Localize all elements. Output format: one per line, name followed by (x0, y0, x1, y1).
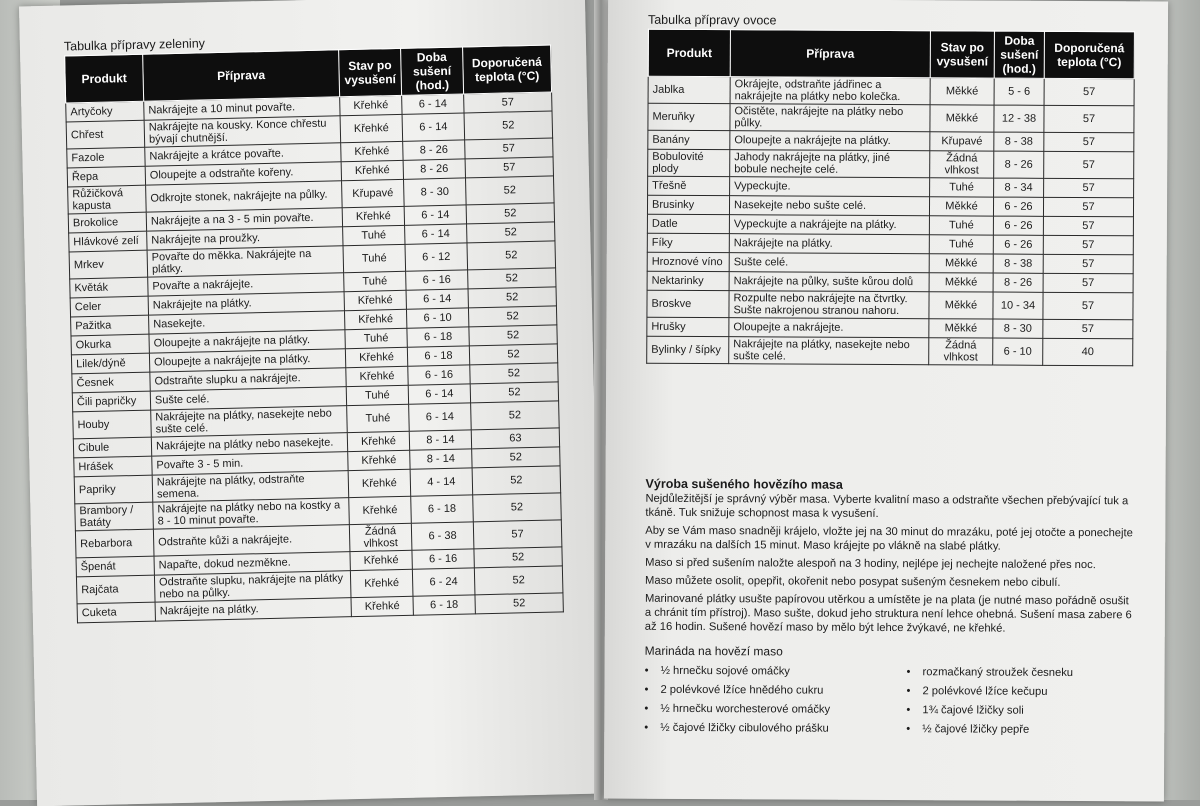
jerky-paragraph: Nejdůležitější je správný výběr masa. Vyberte kvalitní maso a odstraňte všechen přebývající tuk a tkáně. Tuk snižuje schopnost masa k vysušení. (645, 492, 1129, 520)
time-cell: 6 - 14 (402, 94, 464, 114)
product-cell: Celer (70, 296, 148, 317)
fruit-header-4: Doporučená teplota (°C) (1044, 31, 1134, 78)
time-cell: 8 - 26 (403, 159, 465, 179)
state-cell: Křehké (346, 366, 408, 386)
preparation-cell: Rozpulte nebo nakrájejte na čtvrtky. Sušte nakrojenou stranou nahoru. (729, 291, 929, 319)
temperature-cell: 52 (464, 111, 553, 140)
preparation-cell: Sušte celé. (150, 387, 346, 410)
time-cell: 6 - 14 (402, 113, 465, 141)
time-cell: 8 - 34 (994, 178, 1044, 197)
preparation-cell: Odkrojte stonek, nakrájejte na půlky. (146, 181, 343, 212)
state-cell: Křehké (344, 290, 406, 310)
jerky-paragraph: Marinované plátky usušte papírovou utěrkou a umístěte je na plata (je nutné maso pořádně osušit a chránit tím přístroj). Maso sušte, dokud jeho struktura není lehce ohebná. Sušení masa zabere 6 až 16 hodin. Sušené hovězí maso by mělo být lehce žvýkavé, ne křehké. (644, 592, 1132, 635)
time-cell: 12 - 38 (994, 105, 1044, 132)
ingredient-item: • 2 polévkové lžíce kečupu (906, 682, 1073, 702)
state-cell: Křehké (348, 469, 411, 497)
preparation-cell: Nakrájejte na půlky, sušte kůrou dolů (729, 272, 929, 292)
preparation-cell: Nasekejte nebo sušte celé. (729, 196, 929, 216)
state-cell: Tuhé (930, 178, 994, 197)
preparation-cell: Oloupejte a nakrájejte na plátky. (149, 349, 345, 372)
preparation-cell: Nakrájejte na kousky. Konce chřestu bývají chutnější. (144, 116, 341, 147)
temperature-cell: 57 (1043, 235, 1133, 254)
temperature-cell: 52 (471, 401, 560, 430)
state-cell: Tuhé (343, 225, 405, 245)
state-cell: Křehké (349, 496, 412, 524)
preparation-cell: Nakrájejte a krátce povařte. (145, 143, 341, 166)
state-cell: Tuhé (346, 385, 408, 405)
temperature-cell: 52 (468, 268, 556, 289)
preparation-cell: Sušte celé. (729, 253, 929, 273)
state-cell: Křehké (347, 431, 409, 451)
temperature-cell: 63 (471, 428, 559, 449)
vegetable-table (64, 44, 564, 623)
state-cell: Měkké (929, 273, 993, 292)
time-cell: 5 - 6 (994, 78, 1044, 105)
product-cell: Cibule (73, 437, 151, 458)
table-row (647, 271, 1133, 293)
product-cell: Banány (648, 130, 730, 149)
preparation-cell: Očistěte, nakrájejte na plátky nebo půlky. (730, 104, 930, 132)
product-cell: Brambory / Batáty (75, 502, 154, 531)
product-cell: Hroznové víno (647, 252, 729, 271)
table-row (647, 290, 1133, 320)
product-cell: Pažitka (71, 315, 149, 336)
fruit-table-body (647, 76, 1134, 366)
preparation-cell: Nakrájejte na plátky, nasekejte nebo sušte celé. (729, 337, 929, 365)
preparation-cell: Oloupejte a nakrájejte na plátky. (730, 131, 930, 151)
temperature-cell: 52 (466, 176, 555, 205)
state-cell: Křehké (340, 114, 403, 142)
table-row (647, 252, 1133, 274)
temperature-cell: 52 (474, 566, 563, 595)
time-cell: 6 - 26 (993, 235, 1043, 254)
right-page (604, 0, 1168, 801)
temperature-cell: 57 (465, 157, 553, 178)
time-cell: 8 - 26 (994, 151, 1044, 178)
temperature-cell: 52 (468, 287, 556, 308)
preparation-cell: Nakrájejte na plátky nebo na kostky a 8 - 10 minut povařte. (153, 498, 350, 529)
jerky-section (644, 477, 1135, 741)
temperature-cell: 57 (1044, 78, 1134, 105)
product-cell: Třešně (648, 176, 730, 195)
temperature-cell: 52 (475, 593, 563, 614)
time-cell: 6 - 14 (405, 224, 467, 244)
table-row (648, 149, 1134, 179)
ingredient-item: • ½ čajové lžičky cibulového prášku (644, 719, 906, 739)
temperature-cell: 52 (470, 363, 558, 384)
time-cell: 8 - 38 (994, 132, 1044, 151)
state-cell: Křehké (342, 206, 404, 226)
ingredient-item: • 1¾ čajové lžičky soli (906, 701, 1073, 721)
fruit-header-1: Příprava (730, 30, 930, 78)
product-cell: Datle (647, 214, 729, 233)
product-cell: Chřest (66, 120, 145, 149)
time-cell: 10 - 34 (993, 292, 1043, 319)
state-cell: Křupavé (342, 179, 405, 207)
product-cell: Růžičková kapusta (68, 185, 147, 214)
vegetables-header-0: Produkt (65, 54, 144, 103)
preparation-cell: Nakrájejte na plátky, nasekejte nebo sušte celé. (151, 406, 348, 437)
ingredient-lists (644, 662, 1134, 741)
time-cell: 6 - 26 (993, 197, 1043, 216)
preparation-cell: Nakrájejte na plátky nebo nasekejte. (151, 433, 347, 456)
fruit-header-3: Doba sušení (hod.) (994, 31, 1044, 78)
ingredient-item: • 2 polévkové lžíce hnědého cukru (644, 681, 906, 701)
state-cell: Křehké (348, 450, 410, 470)
temperature-cell: 52 (468, 306, 556, 327)
state-cell: Křehké (350, 550, 412, 570)
temperature-cell: 57 (1043, 319, 1133, 338)
table-row (647, 195, 1133, 217)
left-page (19, 0, 603, 806)
preparation-cell: Odstraňte slupku, nakrájejte na plátky nebo na půlky. (154, 571, 351, 602)
vegetables-header-2: Stav po vysušení (339, 48, 402, 96)
temperature-cell: 52 (466, 203, 554, 224)
vegetables-header-3: Doba sušení (hod.) (401, 47, 464, 95)
ingredient-item: • ½ hrnečku sojové omáčky (645, 662, 907, 682)
fruit-header-2: Stav po vysušení (930, 31, 994, 78)
temperature-cell: 52 (469, 325, 557, 346)
time-cell: 6 - 24 (412, 568, 475, 596)
product-cell: Česnek (72, 372, 150, 393)
preparation-cell: Napařte, dokud nezměkne. (154, 552, 350, 575)
time-cell: 8 - 38 (993, 254, 1043, 273)
time-cell: 6 - 14 (409, 403, 472, 431)
product-cell: Špenát (76, 556, 154, 577)
temperature-cell: 40 (1043, 338, 1133, 365)
temperature-cell: 57 (1043, 197, 1133, 216)
preparation-cell: Vypeckujte. (730, 177, 930, 197)
state-cell: Měkké (930, 105, 994, 132)
jerky-paragraph: Aby se Vám maso snadněji krájelo, vložte jej na 30 minut do mrazáku, poté jej otočte a ponechejte v mrazáku na dalších 15 minut. Maso krájejte po vlákně na slabé plátky. (645, 524, 1133, 553)
time-cell: 8 - 26 (403, 140, 465, 160)
product-cell: Fíky (647, 233, 729, 252)
time-cell: 6 - 16 (406, 270, 468, 290)
product-cell: Jablka (648, 76, 730, 103)
temperature-cell: 57 (1043, 216, 1133, 235)
product-cell: Brokolice (68, 212, 146, 233)
temperature-cell: 57 (1043, 292, 1133, 319)
product-cell: Hlávkové zelí (69, 231, 147, 252)
preparation-cell: Nakrájejte na plátky. (729, 234, 929, 254)
vegetables-header-1: Příprava (143, 50, 340, 101)
table-row (648, 176, 1134, 198)
temperature-cell: 57 (1044, 132, 1134, 151)
state-cell: Tuhé (929, 235, 993, 254)
jerky-paragraph: Maso si před sušením naložte alespoň na 3 hodiny, nejlépe jej nechejte naložené přes noc. (645, 556, 1096, 572)
product-cell: Fazole (67, 147, 145, 168)
state-cell: Měkké (929, 292, 993, 319)
ingredient-item: • rozmačkaný stroužek česneku (907, 663, 1074, 683)
vegetable-table-body (66, 92, 564, 623)
preparation-cell: Odstraňte slupku a nakrájejte. (150, 368, 346, 391)
preparation-cell: Vypeckujte a nakrájejte na plátky. (729, 215, 929, 235)
fruit-section (646, 13, 1135, 367)
state-cell: Tuhé (345, 328, 407, 348)
time-cell: 6 - 18 (411, 495, 474, 523)
time-cell: 8 - 30 (404, 178, 467, 206)
ingredient-item: • ½ čajové lžičky pepře (906, 720, 1073, 740)
state-cell: Křehké (351, 596, 413, 616)
vegetables-header-4: Doporučená teplota (°C) (463, 45, 552, 94)
ingredient-list-2 (906, 663, 1073, 740)
time-cell: 6 - 18 (407, 346, 469, 366)
state-cell: Měkké (929, 319, 993, 338)
temperature-cell: 52 (472, 466, 561, 495)
time-cell: 6 - 10 (406, 308, 468, 328)
product-cell: Cuketa (77, 602, 155, 623)
temperature-cell: 52 (469, 344, 557, 365)
preparation-cell: Nakrájejte a 10 minut povařte. (144, 97, 340, 120)
temperature-cell: 57 (1043, 273, 1133, 292)
fruit-header-0: Produkt (648, 29, 730, 76)
state-cell: Měkké (929, 197, 993, 216)
preparation-cell: Povařte a nakrájejte. (148, 273, 344, 296)
preparation-cell: Oloupejte a nakrájejte. (729, 318, 929, 338)
product-cell: Artyčoky (66, 101, 144, 122)
state-cell: Křehké (340, 95, 402, 115)
product-cell: Řepa (67, 166, 145, 187)
fruit-table-title: Tabulka přípravy ovoce (647, 12, 777, 28)
table-row (648, 76, 1134, 106)
state-cell: Tuhé (929, 216, 993, 235)
temperature-cell: 52 (467, 222, 555, 243)
preparation-cell: Jahody nakrájejte na plátky, jiné bobule nechejte celé. (730, 150, 930, 178)
product-cell: Lilek/dýně (71, 353, 149, 374)
preparation-cell: Nakrájejte na proužky. (147, 227, 343, 250)
product-cell: Bobulovité plody (648, 149, 730, 176)
temperature-cell: 57 (1043, 254, 1133, 273)
ingredient-item: • ½ hrnečku worchesterové omáčky (644, 700, 906, 720)
state-cell: Křupavé (930, 132, 994, 151)
ingredient-list-1 (644, 662, 906, 739)
fruit-table (646, 29, 1135, 367)
preparation-cell: Oloupejte a nakrájejte na plátky. (149, 330, 345, 353)
state-cell: Měkké (929, 254, 993, 273)
state-cell: Měkké (930, 78, 994, 105)
table-row (647, 317, 1133, 339)
state-cell: Křehké (350, 569, 413, 597)
jerky-paragraphs (645, 492, 1136, 637)
time-cell: 6 - 18 (413, 595, 475, 615)
preparation-cell: Povařte 3 - 5 min. (152, 452, 348, 475)
product-cell: Květák (70, 277, 148, 298)
state-cell: Tuhé (344, 271, 406, 291)
preparation-cell: Povařte do měkka. Nakrájejte na plátky. (147, 246, 344, 277)
time-cell: 6 - 14 (404, 205, 466, 225)
time-cell: 8 - 30 (993, 319, 1043, 338)
jerky-heading: Výroba sušeného hovězího masa (645, 476, 843, 492)
table-row (648, 130, 1134, 152)
preparation-cell: Nakrájejte na plátky. (148, 292, 344, 315)
time-cell: 8 - 26 (993, 273, 1043, 292)
temperature-cell: 57 (464, 92, 552, 113)
product-cell: Rajčata (76, 575, 155, 604)
product-cell: Mrkev (69, 250, 148, 279)
product-cell: Houby (73, 410, 152, 439)
temperature-cell: 57 (465, 138, 553, 159)
temperature-cell: 52 (474, 547, 562, 568)
time-cell: 4 - 14 (410, 468, 473, 496)
preparation-cell: Nakrájejte na plátky, odstraňte semena. (152, 471, 349, 502)
table-row (648, 103, 1134, 133)
temperature-cell: 57 (473, 520, 562, 549)
jerky-paragraph: Maso můžete osolit, opepřit, okořenit nebo posypat sušeným česnekem nebo cibulí. (645, 574, 1061, 589)
state-cell: Žádná vlhkost (930, 151, 994, 178)
product-cell: Broskve (647, 290, 729, 317)
vegetable-section (64, 28, 564, 623)
time-cell: 8 - 14 (409, 430, 471, 450)
preparation-cell: Okrájejte, odstraňte jádřinec a nakrájejte na plátky nebo kolečka. (730, 77, 930, 105)
temperature-cell: 57 (1044, 178, 1134, 197)
product-cell: Rebarbora (75, 529, 154, 558)
vegetable-table-title: Tabulka přípravy zeleniny (63, 36, 206, 54)
state-cell: Křehké (344, 309, 406, 329)
fruit-table-header (648, 29, 1134, 79)
product-cell: Hrušky (647, 317, 729, 336)
product-cell: Okurka (71, 334, 149, 355)
preparation-cell: Nakrájejte na plátky. (155, 598, 351, 621)
time-cell: 6 - 14 (406, 289, 468, 309)
temperature-cell: 57 (1044, 151, 1134, 178)
state-cell: Křehké (341, 141, 403, 161)
preparation-cell: Oloupejte a odstraňte kořeny. (145, 162, 341, 185)
time-cell: 6 - 14 (408, 384, 470, 404)
preparation-cell: Odstraňte kůži a nakrájejte. (153, 525, 350, 556)
state-cell: Žádná vlhkost (349, 523, 412, 551)
table-row (647, 214, 1133, 236)
product-cell: Papriky (74, 475, 153, 504)
temperature-cell: 52 (473, 493, 562, 522)
table-row (647, 233, 1133, 255)
preparation-cell: Nasekejte. (149, 311, 345, 334)
product-cell: Bylinky / šípky (647, 336, 729, 363)
product-cell: Nektarinky (647, 271, 729, 290)
product-cell: Hrášek (74, 456, 152, 477)
time-cell: 6 - 26 (993, 216, 1043, 235)
temperature-cell: 52 (470, 382, 558, 403)
state-cell: Žádná vlhkost (929, 338, 993, 365)
product-cell: Meruňky (648, 103, 730, 130)
time-cell: 8 - 14 (410, 449, 472, 469)
time-cell: 6 - 12 (405, 243, 468, 271)
table-row (647, 336, 1133, 366)
product-cell: Čili papričky (72, 391, 150, 412)
state-cell: Křehké (345, 347, 407, 367)
time-cell: 6 - 16 (408, 365, 470, 385)
temperature-cell: 57 (1044, 105, 1134, 132)
time-cell: 6 - 16 (412, 549, 474, 569)
temperature-cell: 52 (472, 447, 560, 468)
time-cell: 6 - 10 (993, 338, 1043, 365)
temperature-cell: 52 (467, 241, 556, 270)
state-cell: Tuhé (347, 404, 410, 432)
time-cell: 6 - 18 (407, 327, 469, 347)
state-cell: Tuhé (343, 244, 406, 272)
product-cell: Brusinky (647, 195, 729, 214)
time-cell: 6 - 38 (411, 522, 474, 550)
preparation-cell: Nakrájejte a na 3 - 5 min povařte. (146, 208, 342, 231)
state-cell: Křehké (341, 160, 403, 180)
marinade-heading: Marináda na hovězí maso (644, 643, 783, 659)
